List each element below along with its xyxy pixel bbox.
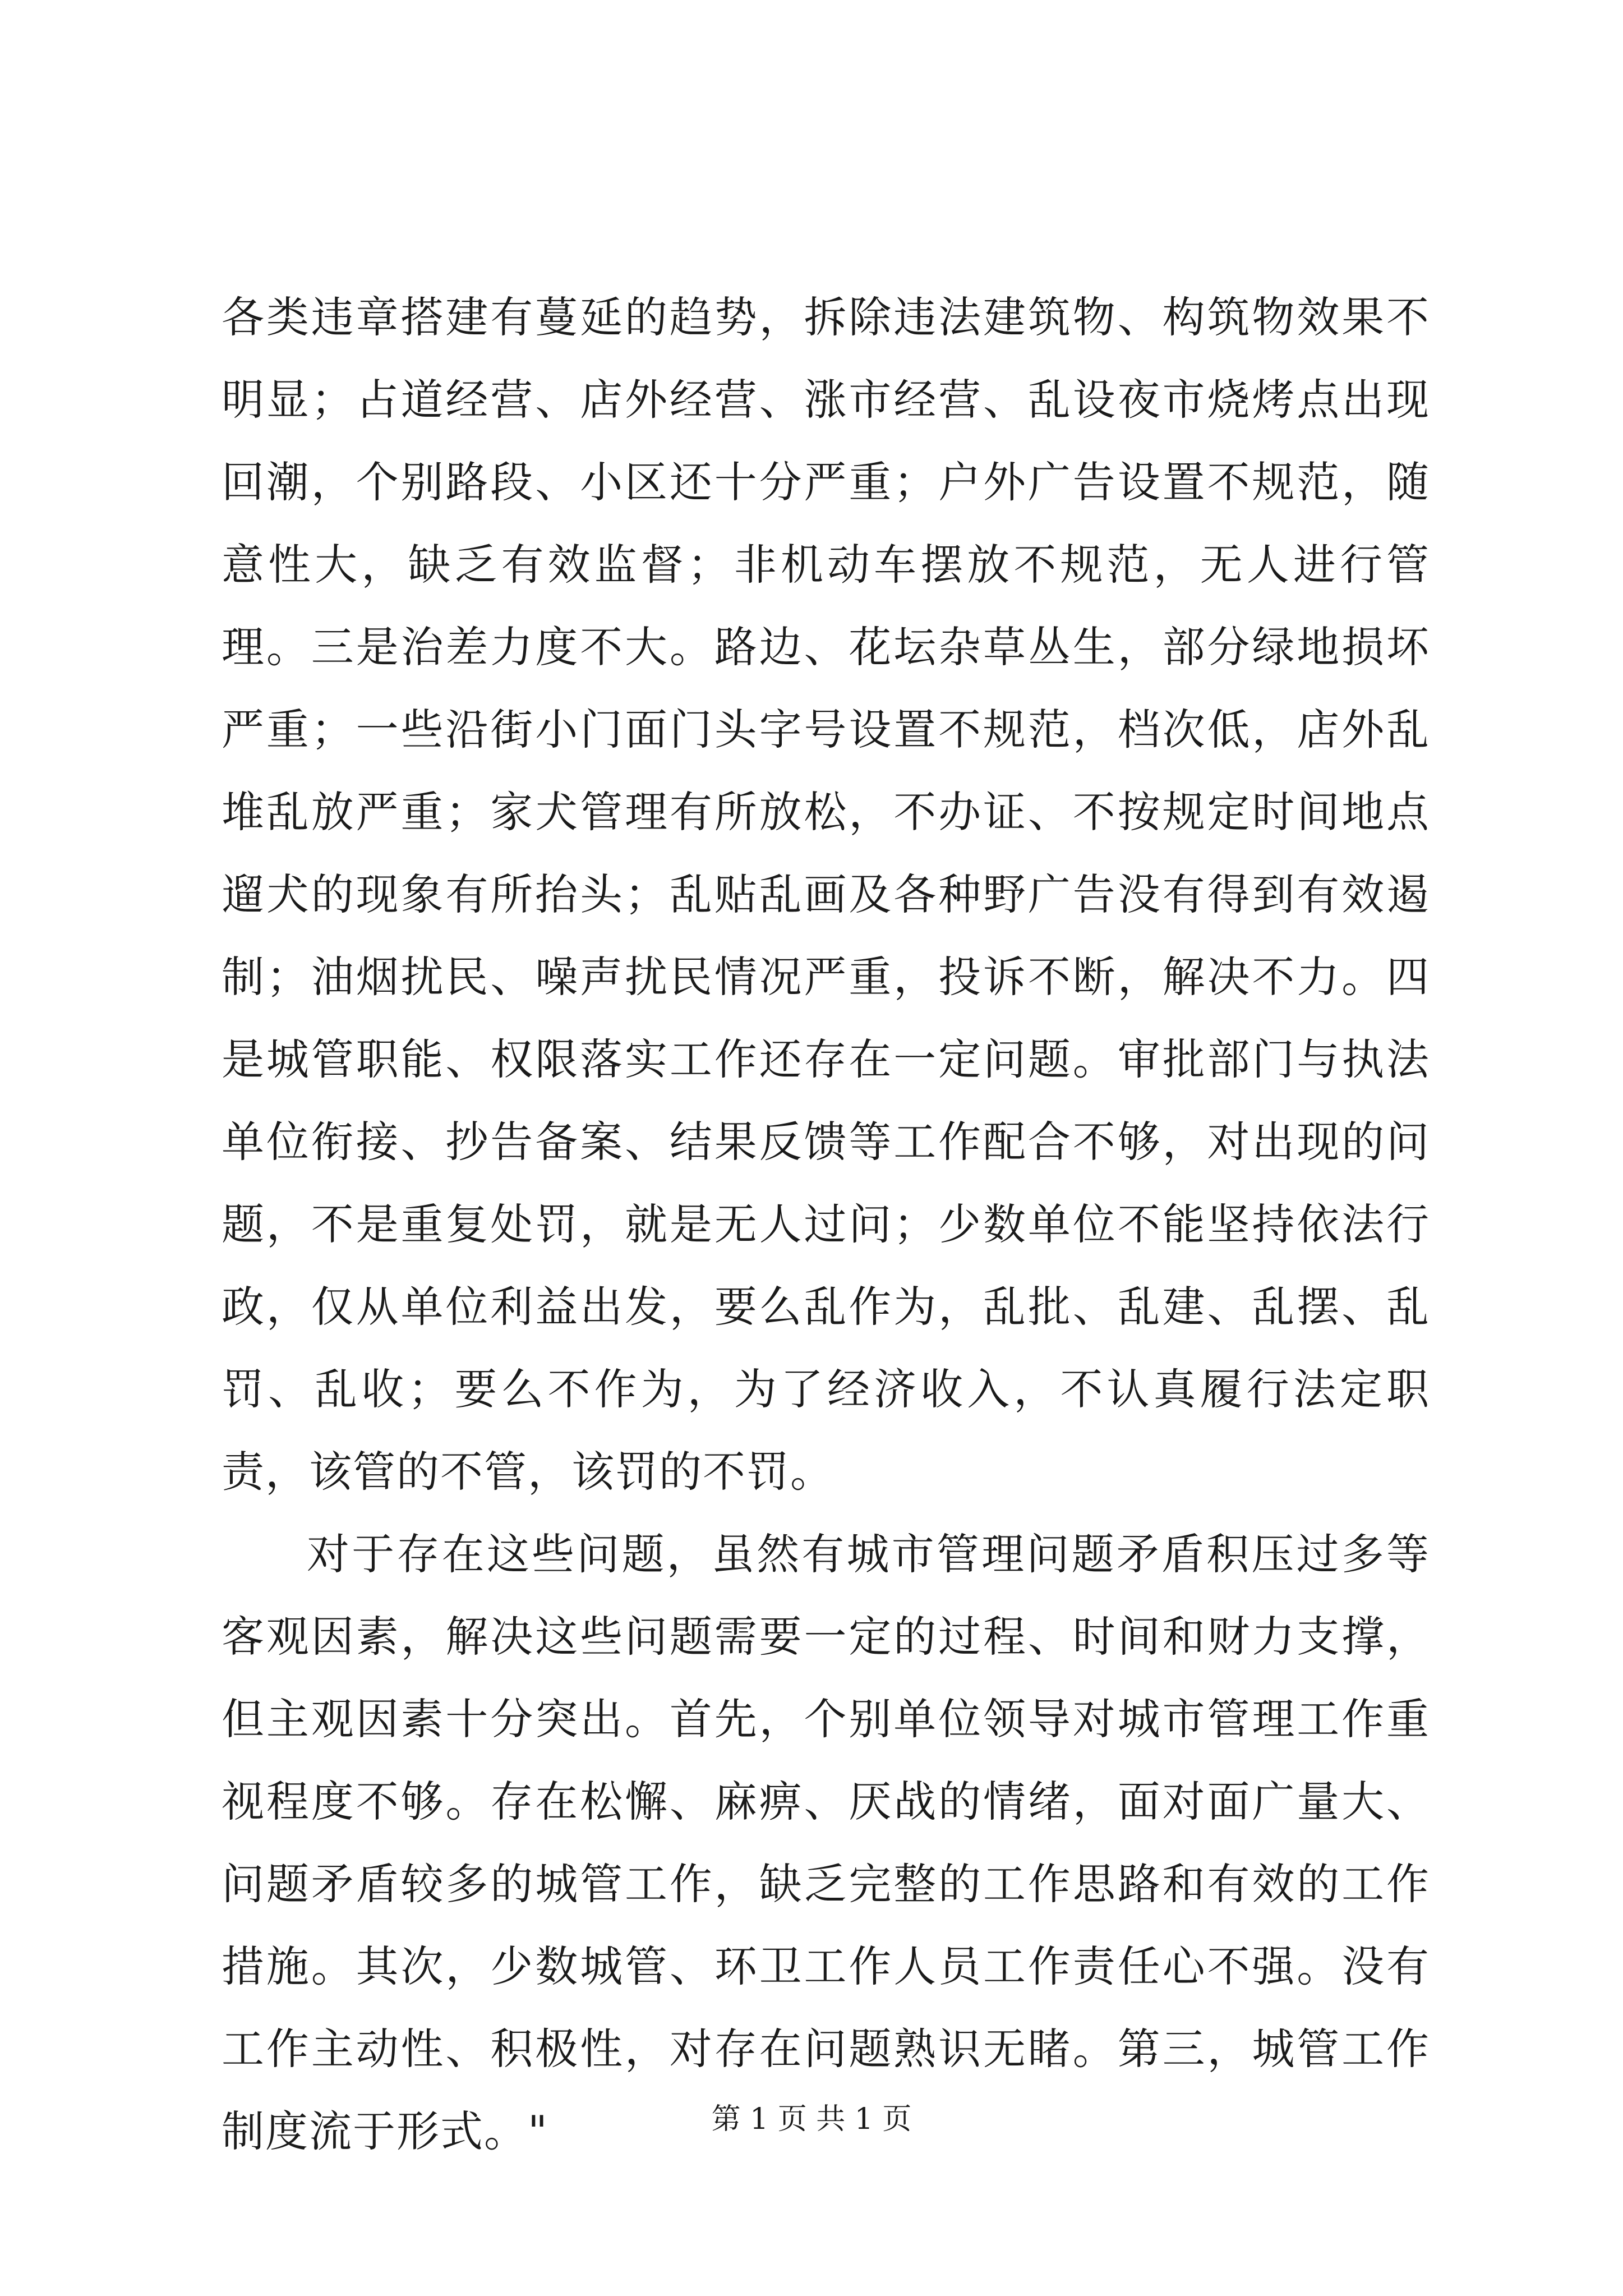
paragraph-2: 对于存在这些问题，虽然有城市管理问题矛盾积压过多等客观因素，解决这些问题需要一定的过程、时间和财力支撑，但主观因素十分突出。首先，个别单位领导对城市管理工作重视程度不够。存在松懈、麻痹、厌战的情绪，面对面广量大、问题矛盾较多的城管工作，缺乏完整的工作思路和有效的工作措施。其次，少数城管、环卫工作人员工作责任心不强。没有工作主动性、积极性，对存在问题熟识无睹。第三，城管工作制度流于形式。" [222, 1529, 1430, 2156]
document-body [222, 276, 1430, 2173]
paragraph-1: 各类违章搭建有蔓延的趋势，拆除违法建筑物、构筑物效果不明显；占道经营、店外经营、涨市经营、乱设夜市烧烤点出现回潮，个别路段、小区还十分严重；户外广告设置不规范，随意性大，缺乏有效监督；非机动车摆放不规范，无人进行管理。三是治差力度不大。路边、花坛杂草丛生，部分绿地损坏严重；一些沿街小门面门头字号设置不规范，档次低，店外乱堆乱放严重；家犬管理有所放松，不办证、不按规定时间地点遛犬的现象有所抬头；乱贴乱画及各种野广告没有得到有效遏制；油烟扰民、噪声扰民情况严重，投诉不断，解决不力。四是城管职能、权限落实工作还存在一定问题。审批部门与执法单位衔接、抄告备案、结果反馈等工作配合不够，对出现的问题，不是重复处罚，就是无人过问；少数单位不能坚持依法行政，仅从单位利益出发，要么乱作为，乱批、乱建、乱摆、乱罚、乱收；要么不作为，为了经济收入，不认真履行法定职责，该管的不管，该罚的不罚。 [222, 292, 1430, 1497]
page-number-footer: 第 1 页 共 1 页 [711, 2102, 912, 2136]
